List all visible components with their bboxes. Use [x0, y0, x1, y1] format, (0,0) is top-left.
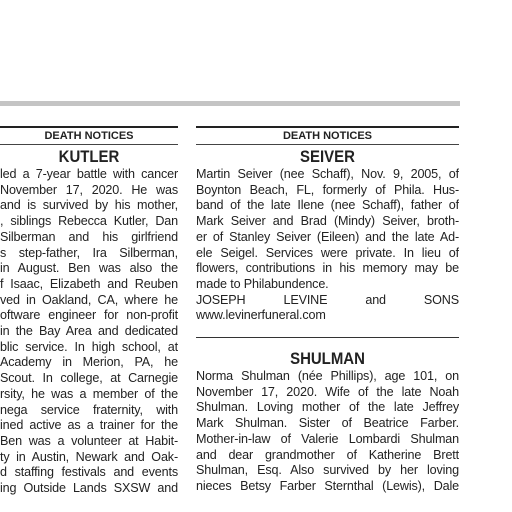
text-line: ty in Austin, Newark and Oak-	[0, 449, 178, 464]
text-line: oftware engineer for non-profit	[0, 308, 178, 323]
text-line: f Isaac, Elizabeth and Reuben	[0, 276, 178, 291]
text-line: Mother-in-law of Valerie Lombardi Shulman	[196, 431, 459, 446]
right-notices-column	[196, 126, 459, 512]
notice-divider	[196, 337, 459, 338]
text-line: Norma Shulman (née Phillips), age 101, on	[196, 369, 459, 384]
seiver-notice-body	[196, 167, 459, 293]
text-line: ing Outside Lands SXSW and	[0, 481, 178, 496]
section-top-rule	[0, 101, 460, 106]
text-line: Academy in Merion, PA, he	[0, 355, 178, 370]
text-line: Boynton Beach, FL, formerly of Phila. Hus-	[196, 182, 459, 197]
text-line: nega service fraternity, with	[0, 402, 178, 417]
funeral-home-website: www.levinerfuneral.com	[196, 308, 326, 323]
shulman-name-heading: SHULMAN	[290, 349, 365, 369]
text-line: led a 7-year battle with cancer	[0, 167, 178, 181]
text-line: made to Philabundence.	[196, 276, 329, 291]
death-notices-header: DEATH NOTICES	[196, 126, 459, 145]
text-line: ele Seigel. Services were private. In lieu of	[196, 245, 459, 260]
text-line: and dear grandmother of Katherine Brett	[196, 447, 459, 462]
text-line: and is survived by his mother,	[0, 198, 178, 213]
text-line: ined active as a trainer for the	[0, 418, 178, 433]
kutler-name-heading: KUTLER	[58, 147, 120, 166]
text-line: nieces Betsy Farber Sternthal (Lewis), Dale	[196, 478, 459, 493]
text-line: band of the late Ilene (nee Schaff), father of	[196, 198, 459, 213]
text-line: in the Bay Area and dedicated	[0, 324, 178, 339]
text-line: November 17, 2020. He was	[0, 182, 178, 197]
text-line: Ben was a volunteer at Habit-	[0, 433, 178, 448]
text-line: d staffing festivals and events	[0, 465, 178, 480]
kutler-notice-body	[0, 167, 178, 497]
text-line: er of Stanley Seiver (Eileen) and the late Ad-	[196, 229, 459, 244]
text-line: Mark Seiver and Brad (Mindy) Seiver, broth-	[196, 214, 459, 229]
text-line: rsity, he was a member of the	[0, 386, 178, 401]
text-line: Mark Shulman. Sister of Beatrice Farber.	[196, 416, 459, 431]
text-line: Shulman, Esq. Also survived by her loving	[196, 463, 459, 478]
text-line: s step-father, Ira Silberman,	[0, 245, 178, 260]
shulman-notice-body	[196, 369, 459, 495]
text-line: blic service. In high school, at	[0, 339, 178, 354]
text-line: in August. Ben was also the	[0, 261, 178, 276]
kutler-notice-column	[0, 126, 178, 512]
text-line: , siblings Rebecca Kutler, Dan	[0, 214, 178, 229]
text-line: Silberman and his girlfriend	[0, 229, 178, 244]
death-notices-header: DEATH NOTICES	[0, 126, 178, 145]
seiver-name-heading: SEIVER	[300, 147, 355, 166]
funeral-home-name: JOSEPH LEVINE and SONS	[196, 292, 459, 307]
text-line: Shulman. Loving mother of the late Jeffrey	[196, 400, 459, 415]
text-line: ved in Oakland, CA, where he	[0, 292, 178, 307]
text-line: flowers, contributions in his memory may be	[196, 261, 459, 276]
text-line: November 17, 2020. Wife of the late Noah	[196, 384, 459, 399]
text-line: Scout. In college, at Carnegie	[0, 371, 178, 386]
text-line: Martin Seiver (nee Schaff), Nov. 9, 2005, of	[196, 167, 459, 181]
